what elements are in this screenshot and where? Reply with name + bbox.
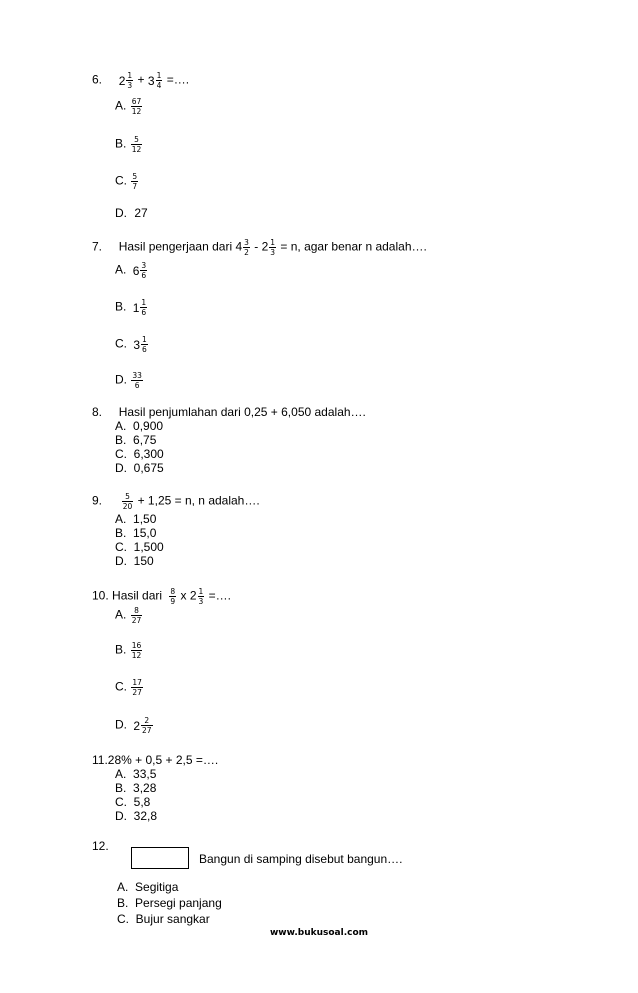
option-c[interactable]: C. 1,500 [115, 540, 164, 554]
question-8-stem: 8. Hasil penjumlahan dari 0,25 + 6,050 adalah…. [92, 405, 366, 419]
question-12-text: Bangun di samping disebut bangun…. [199, 852, 403, 866]
option-a[interactable]: A. Segitiga [117, 880, 179, 894]
question-number: 8. [92, 405, 103, 419]
option-b[interactable]: B. Persegi panjang [117, 896, 222, 910]
fraction: $\frac{5}{12}$ [131, 135, 142, 154]
option-c[interactable]: C. 5,8 [115, 795, 151, 809]
option-b[interactable]: B. 1 $\frac{1}{6}$ [115, 298, 147, 317]
option-c[interactable]: C. $\frac{5}{7}$ [115, 172, 138, 191]
question-6-stem: 6. 2 $\frac{1}{3}$ + 3 $\frac{1}{4}$ =…. [92, 71, 190, 90]
fraction: $\frac{8}{27}$ [131, 606, 142, 625]
question-7-stem: 7. Hasil pengerjaan dari 4 $\frac{3}{2}$ - 2 $\frac{1}{3}$ = n, agar benar n adalah…. [92, 238, 427, 257]
option-b[interactable]: B. 3,28 [115, 781, 157, 795]
question-number: 7. [92, 239, 103, 254]
question-number: 12. [92, 839, 109, 853]
question-number: 9. [92, 493, 103, 508]
question-number: 10. [92, 588, 109, 603]
question-number: 6. [92, 72, 103, 87]
option-c[interactable]: C. 6,300 [115, 447, 164, 461]
fraction: $\frac{5}{20}$ [122, 492, 133, 511]
rectangle-shape [131, 847, 189, 869]
option-d[interactable]: D. 32,8 [115, 809, 158, 823]
mixed-number: 3 $\frac{1}{4}$ [147, 71, 162, 90]
option-a[interactable]: A. $\frac{67}{12}$ [115, 97, 142, 116]
option-d[interactable]: D. 27 [115, 206, 148, 220]
question-10-stem: 10. Hasil dari $\frac{8}{9}$ x 2 $\frac{1}{3}$ =…. [92, 587, 231, 606]
option-c[interactable]: C. $\frac{17}{27}$ [115, 678, 142, 697]
fraction: $\frac{67}{12}$ [131, 97, 142, 116]
option-b[interactable]: B. 15,0 [115, 526, 157, 540]
option-d[interactable]: D. 150 [115, 554, 154, 568]
fraction: $\frac{16}{12}$ [131, 641, 142, 660]
option-a[interactable]: A. $\frac{8}{27}$ [115, 606, 142, 625]
option-c[interactable]: C. Bujur sangkar [117, 912, 210, 926]
option-b[interactable]: B. 6,75 [115, 433, 157, 447]
question-9-stem: 9. $\frac{5}{20}$ + 1,25 = n, n adalah…. [92, 492, 260, 511]
mixed-number: 2 $\frac{1}{3}$ [118, 71, 133, 90]
question-11-stem: 11.28% + 0,5 + 2,5 =…. [92, 753, 219, 767]
footer-site-link[interactable]: www.bukusoal.com [269, 928, 369, 938]
option-b[interactable]: B. $\frac{5}{12}$ [115, 135, 142, 154]
option-a[interactable]: A. 6 $\frac{3}{6}$ [115, 261, 147, 280]
option-d[interactable]: D. 0,675 [115, 461, 164, 475]
option-a[interactable]: A. 1,50 [115, 512, 157, 526]
fraction: $\frac{17}{27}$ [132, 678, 142, 697]
option-c[interactable]: C. 3 $\frac{1}{6}$ [115, 335, 147, 354]
option-a[interactable]: A. 0,900 [115, 419, 164, 433]
option-b[interactable]: B. $\frac{16}{12}$ [115, 641, 142, 660]
option-a[interactable]: A. 33,5 [115, 767, 157, 781]
fraction: $\frac{5}{7}$ [132, 172, 138, 191]
option-d[interactable]: D. 2 $\frac{2}{27}$ [115, 716, 152, 735]
question-number: 11. [92, 753, 108, 767]
fraction: $\frac{33}{6}$ [132, 371, 142, 390]
option-d[interactable]: D. $\frac{33}{6}$ [115, 371, 142, 390]
